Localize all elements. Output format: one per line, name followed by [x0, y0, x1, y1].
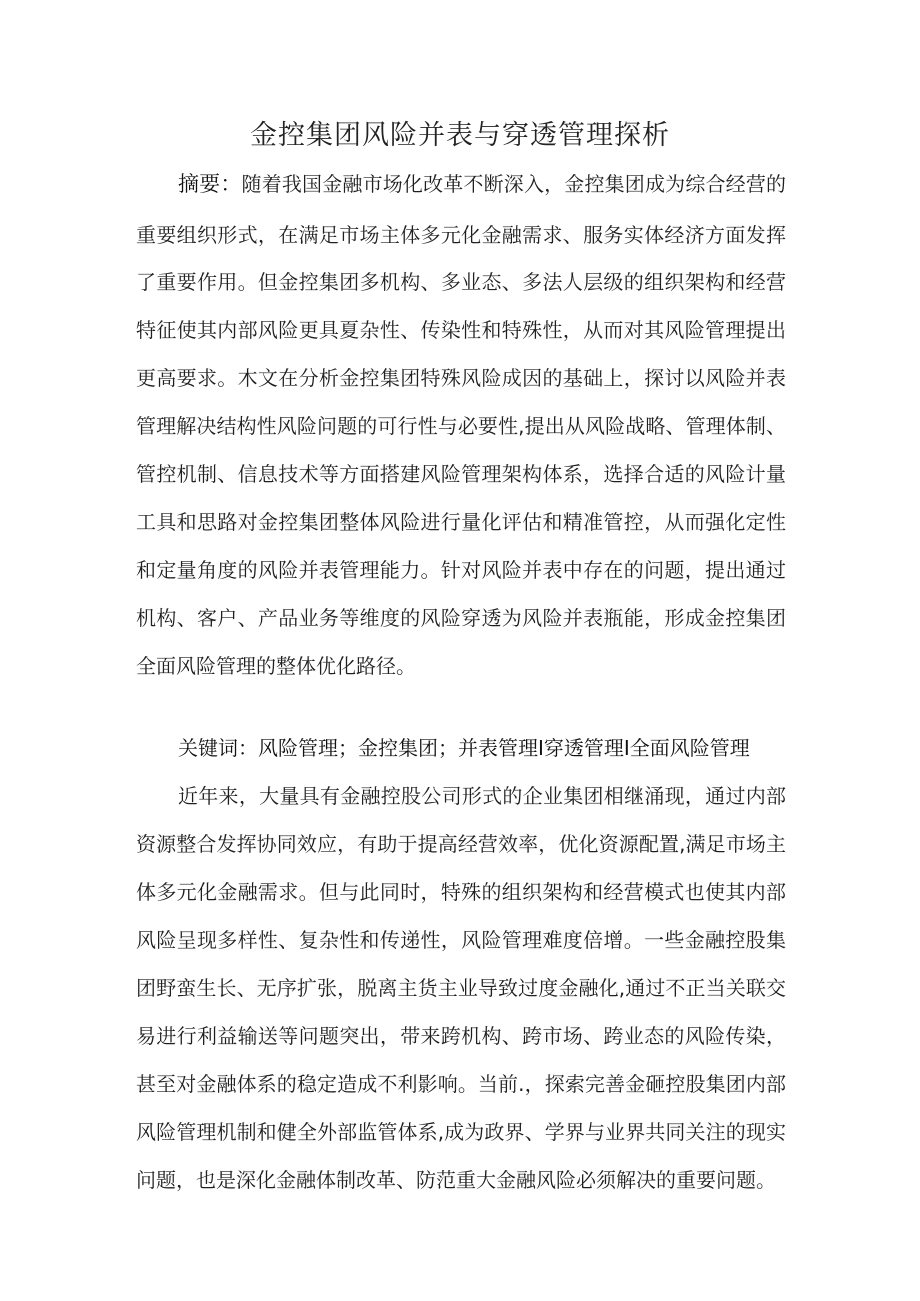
- abstract-first-line: [178, 170, 786, 198]
- body-line: 问题，也是深化金融体制改革、防范重大金融风险必须解决的重要问题。: [136, 1168, 776, 1192]
- body-line: 风险呈现多样性、复杂性和传递性，风险管理难度倍增。一些金融控股集: [136, 928, 786, 952]
- body-line: 风险管理机制和健全外部监管体系,成为政界、学界与业界共同关注的现实: [136, 1120, 786, 1144]
- abstract-line: 工具和思路对金控集团整体风险进行量化评估和精准管控，从而强化定性: [136, 510, 786, 534]
- abstract-line: 重要组织形式，在满足市场主体多元化金融需求、服务实体经济方面发挥: [136, 223, 786, 247]
- abstract-line: 机构、客户、产品业务等维度的风险穿透为风险并表瓶能，形成金控集团: [136, 606, 786, 630]
- abstract-label: 摘要：: [178, 172, 242, 196]
- body-line: 资源整合发挥协同效应，有助于提高经营效率，优化资源配置,满足市场主: [136, 832, 786, 856]
- abstract-line: 了重要作用。但金控集团多机构、多业态、多法人层级的组织架构和经营: [136, 270, 786, 294]
- document-title: 金控集团风险并表与穿透管理探析: [250, 120, 670, 151]
- abstract-line: 管理解决结构性风险问题的可行性与必要性,提出从风险战略、管理体制、: [136, 414, 786, 438]
- abstract-line: 特征使其内部风险更具夏杂性、传染性和特殊性，从而对其风险管理提出: [136, 318, 786, 342]
- body-line: 体多元化金融需求。但与此同时，特殊的组织架构和经营模式也使其内部: [136, 880, 786, 904]
- keywords-line: 关键词：风险管理；金控集团；并表管理I穿透管理I全面风险管理: [178, 736, 750, 760]
- body-line: 易进行利益输送等问题突出，带来跨机构、跨市场、跨业态的风险传染，: [136, 1024, 786, 1048]
- abstract-line: 管控机制、信息技术等方面搭建风险管理架构体系，选择合适的风险计量: [136, 462, 786, 486]
- abstract-line: 随着我国金融市场化改革不断深入，金控集团成为综合经营的: [241, 172, 786, 196]
- abstract-line: 全面风险管理的整体优化路径。: [136, 654, 416, 678]
- abstract-line: 和定量角度的风险并表管理能力。针对风险并表中存在的问题，提出通过: [136, 558, 786, 582]
- body-line: 甚至对金融体系的稳定造成不利影响。当前.，探索完善金砸控股集团内部: [136, 1072, 786, 1096]
- abstract-line: 更高要求。木文在分析金控集团特殊风险成因的基础上，探讨以风险并表: [136, 366, 786, 390]
- body-line: 团野蛮生长、无序扩张，脱离主货主业导致过度金融化,通过不正当关联交: [136, 976, 786, 1000]
- body-line: 近年来，大量具有金融控股公司形式的企业集团相继涌现，通过内部: [178, 784, 786, 808]
